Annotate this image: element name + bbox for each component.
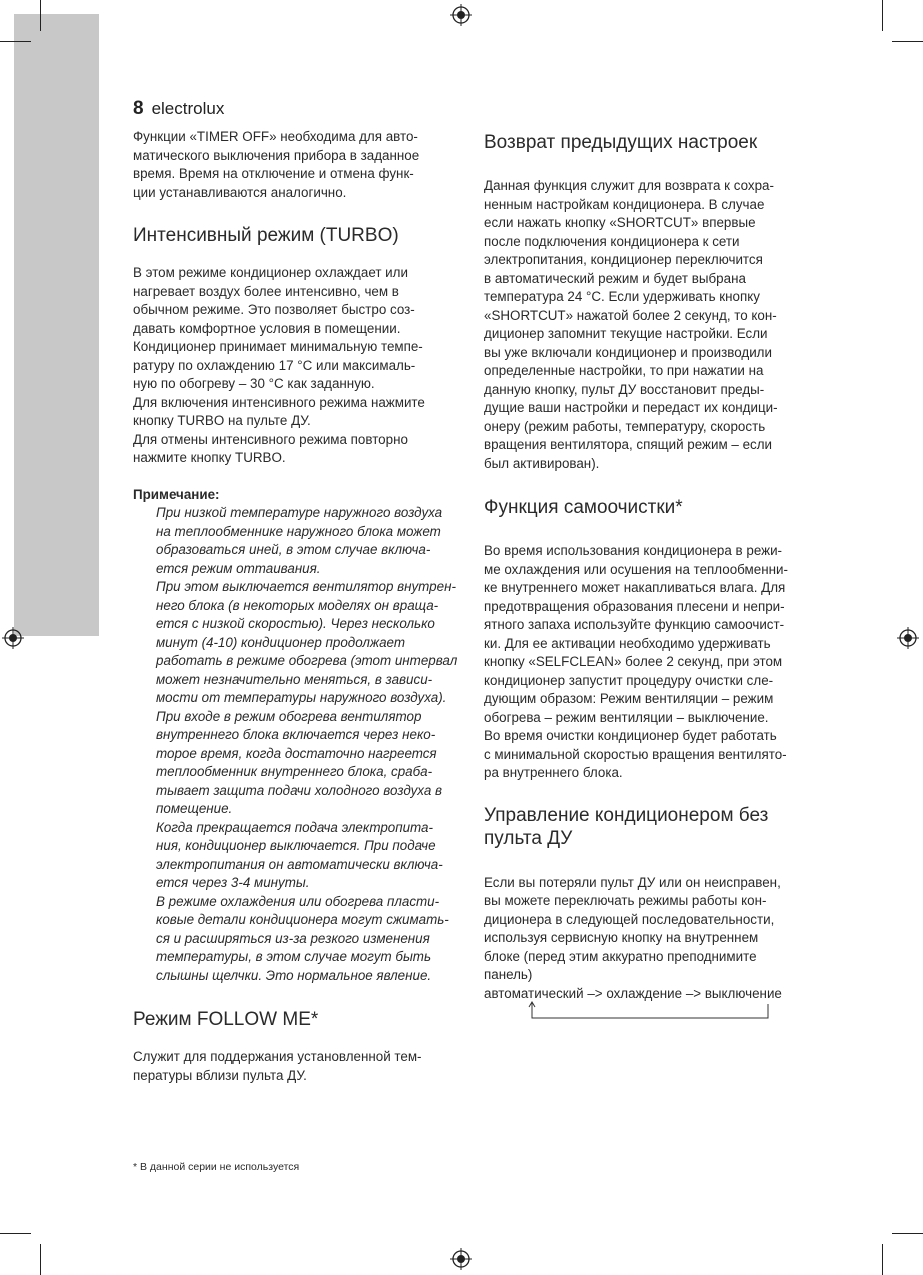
restore-paragraph: Данная функция служит для возврата к сохра- ненным настройкам кондиционера. В случае если нажать кнопку «SHORTCUT» впервые после подключения кондиционера к сети электропитания, кондиционер переключится в автоматический режим и будет выбрана температура 24 °C. Если удерживать кнопку «SHORTCUT» нажатой более 2 секунд, то кон- диционер запомнит текущие настройки. Если вы уже включали кондиционер и производили определенные настройки, то при нажатии на данную кнопку, пульт ДУ восстановит преды- дущие ваши настройки и передаст их кондици- онеру (режим работы, температуру, скорость вращения вентилятора, спящий режим – если был активирован).	[484, 178, 778, 471]
right-column	[484, 131, 819, 1003]
note-paragraph: При низкой температуре наружного воздуха на теплообменнике наружного блока может образоваться иней, в этом случае включа- ется режим оттаивания. При этом выключается вентилятор внутрен- него блока (в некоторых моделях он враща- ется с низкой скоростью). Через несколько минут (4-10) кондиционер продолжает работать в режиме обогрева (этот интервал может незначительно меняться, в зависи- мости от температуры наружного воздуха). При входе в режим обогрева вентилятор внутреннего блока включается через неко- торое время, когда достаточно нагреется теплообменник внутреннего блока, сраба- тывает защита подачи холодного воздуха в помещение. Когда прекращается подача электропита- ния, кондиционер выключается. При подаче электропитания он автоматически включа- ется через 3-4 минуты. В режиме охлаждения или обогрева пласти- ковые детали кондиционера могут сжимать- ся и расширяться из-за резкого изменения температуры, в этом случае могут быть слышны щелчки. Это нормальное явление.	[156, 505, 458, 983]
note-title: Примечание:	[133, 486, 220, 502]
crop-mark	[882, 1244, 883, 1275]
crop-mark	[892, 1233, 923, 1234]
restore-heading: Возврат предыдущих настроек	[484, 132, 758, 153]
selfclean-paragraph: Во время использования кондиционера в режи- ме охлаждения или осушения на теплообменни- ке внутреннего может накапливаться влага. Для предотвращения образования плесени и непри- ятного запаха используйте функцию самоочист- ки. Для ее активации необходимо удерживать кнопку «SELFCLEAN» более 2 секунд, при этом кондиционер запустит процедуру очистки сле- дующим образом: Режим вентиляции – режим обогрева – режим вентиляции – выключение. Во время очистки кондиционер будет работать с минимальной скоростью вращения вентилято- ра внутреннего блока.	[484, 543, 788, 780]
registration-mark-icon	[897, 627, 919, 649]
registration-mark-icon	[450, 1248, 472, 1270]
registration-mark-icon	[2, 627, 24, 649]
crop-mark	[40, 1244, 41, 1275]
registration-mark-icon	[450, 4, 472, 26]
turbo-paragraph: В этом режиме кондиционер охлаждает или нагревает воздух более интенсивно, чем в обычном режиме. Это позволяет быстро соз- давать комфортное условия в помещении. Кондиционер принимает минимальную темпе- ратуру по охлаждению 17 °C или максималь- ную по обогреву – 30 °C как заданную. Для включения интенсивного режима нажмите кнопку TURBO на пульте ДУ. Для отмены интенсивного режима повторно нажмите кнопку TURBO.	[133, 265, 425, 465]
manual-control-paragraph: Если вы потеряли пульт ДУ или он неисправен, вы можете переключать режимы работы кон- диционера в следующей последовательности, используя сервисную кнопку на внутреннем блоке (перед этим аккуратно преподнимите панель)	[484, 874, 781, 982]
follow-me-paragraph: Служит для поддержания установленной тем- пературы вблизи пульта ДУ.	[133, 1049, 422, 1083]
crop-mark	[40, 0, 41, 31]
timer-off-paragraph: Функции «TIMER OFF» необходима для авто- матического выключения прибора в заданное время. Время на отключение и отмена функ- ции устанавливаются аналогично.	[133, 129, 420, 200]
selfclean-heading: Функция самоочистки*	[484, 497, 683, 518]
side-tab	[14, 14, 99, 636]
page-number: 8	[133, 98, 144, 119]
page-header	[133, 98, 224, 120]
crop-mark	[882, 0, 883, 31]
crop-mark	[892, 41, 923, 42]
crop-mark	[0, 41, 31, 42]
brand-name: electrolux	[151, 99, 225, 118]
manual-control-heading: Управление кондиционером без пульта ДУ	[484, 804, 769, 849]
turbo-heading: Интенсивный режим (TURBO)	[133, 225, 399, 246]
left-column	[133, 128, 463, 1085]
cycle-arrow-icon	[525, 1000, 775, 1022]
mode-sequence: автоматический –> охлаждение –> выключение	[484, 985, 782, 1001]
footnote: * В данной серии не используется	[133, 1161, 300, 1173]
follow-me-heading: Режим FOLLOW ME*	[133, 1009, 319, 1030]
crop-mark	[0, 1233, 31, 1234]
note-block	[133, 486, 463, 986]
